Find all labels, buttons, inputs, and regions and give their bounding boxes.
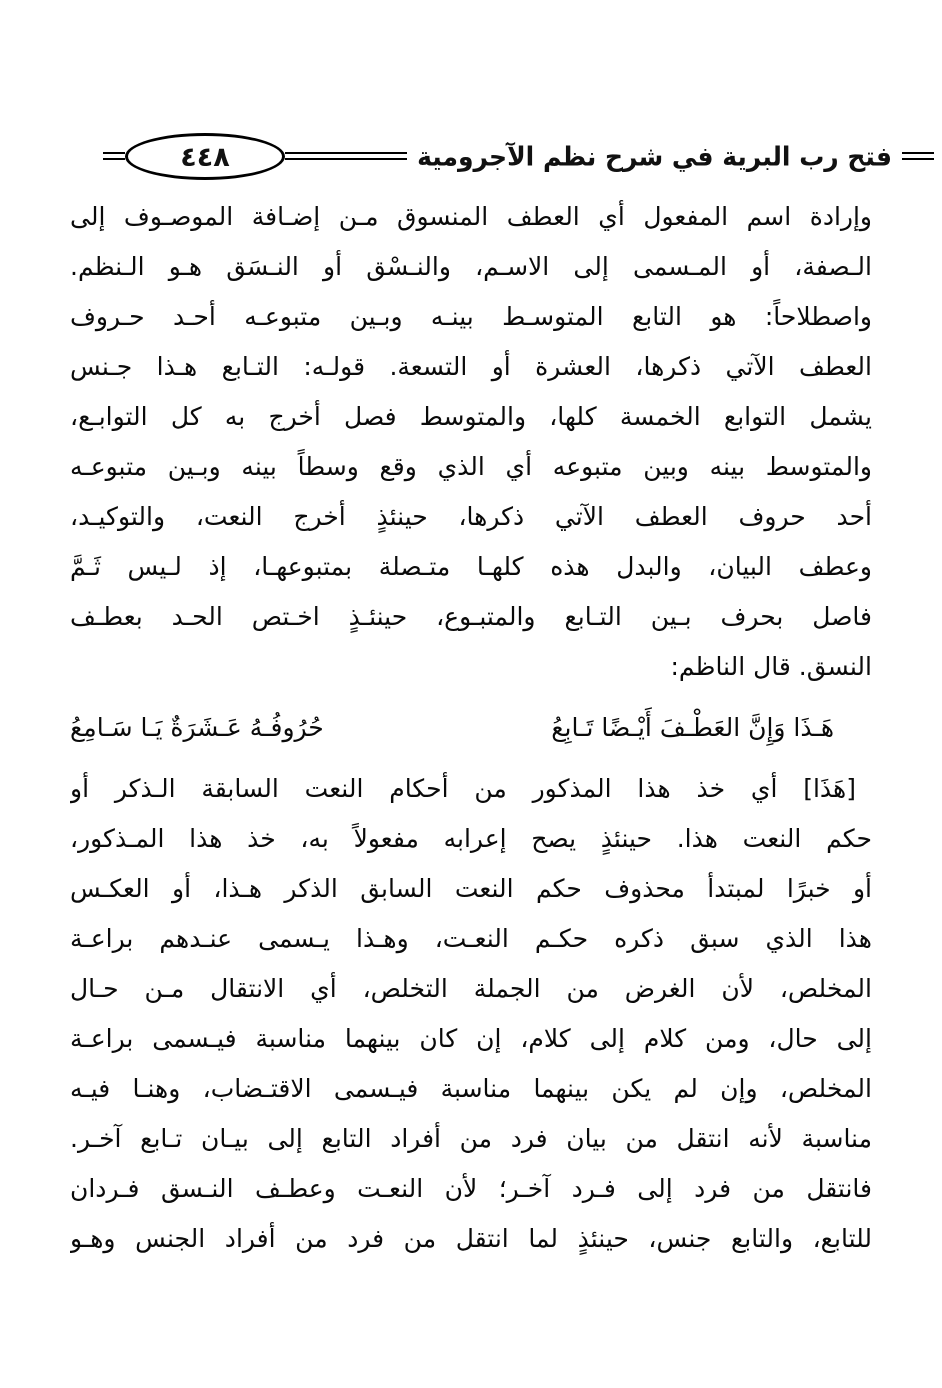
body-text-line: الـصفة، أو المـسمى إلى الاسـم، والنـسْق أو النـسَق هـو الـنظم.	[70, 252, 872, 281]
body-text-line: والمتوسط بينه وبين متبوعه أي الذي وقع وسطاً بينه وبـين متبوعـه	[70, 452, 872, 481]
body-text-line: وعطف البيان، والبدل هذه كلهـا متـصلة بمتبوعهـا، إذ لـيس ثَـمَّ	[70, 552, 872, 581]
body-text-line: فانتقل من فرد إلى فـرد آخـر؛ لأن النعـت وعطـف النـسق فـردان	[70, 1174, 872, 1203]
body-text-line: إلى حال، ومن كلام إلى كلام، إن كان بينهما مناسبة فيـسمى براعـة	[70, 1024, 872, 1053]
body-text-line: يشمل التوابع الخمسة كلها، والمتوسط فصل أخرج به كل التوابـع،	[70, 402, 872, 431]
body-text-line: مناسبة لأنه انتقل من بيان فرد من أفراد التابع إلى بيـان تـابع آخـر.	[70, 1124, 872, 1153]
body-text-line: فاصل بحرف بـين التـابع والمتبـوع، حينئـذٍ اخـتص الحـد بعطـف	[70, 602, 872, 631]
page-header	[0, 130, 942, 182]
header-rule-right-edge	[902, 152, 934, 160]
body-text-line: للتابع، والتابع جنس، حينئذٍ لما انتقل من فرد من أفراد الجنس وهـو	[70, 1224, 872, 1253]
body-text-line: واصطلاحاً: هو التابع المتوسـط بينـه وبـين متبوعـه أحـد حـروف	[70, 302, 872, 331]
verse-line	[70, 696, 872, 758]
body-text-line: [هَذَا] أي خذ هذا المذكور من أحكام النعت السابقة الـذكر أو	[70, 774, 856, 803]
body-text-line: المخلص، وإن لم يكن بينهما مناسبة فيـسمى الاقتـضاب، وهنـا فيـه	[70, 1074, 872, 1103]
verse-left-hemistich: حُرُوفُـهُ عَـشَرَةٌ يَـا سَـامِعُ	[70, 712, 324, 742]
body-text-line: أحد حروف العطف الآتي ذكرها، حينئذٍ أخرج النعت، والتوكيـد،	[70, 502, 872, 531]
body-text-line: وإرادة اسم المفعول أي العطف المنسوق مـن إضـافة الموصـوف إلى	[70, 202, 872, 231]
header-rule-middle	[285, 152, 407, 160]
body-text-line: النسق. قال الناظم:	[670, 652, 872, 681]
page-body	[70, 192, 872, 1264]
body-text-line: حكم النعت هذا. حينئذٍ يصح إعرابه مفعولاً به، خذ هذا المـذكور،	[70, 824, 872, 853]
book-title: فتح رب البرية في شرح نظم الآجرومية	[417, 140, 892, 172]
body-text-line: العطف الآتي ذكرها، العشرة أو التسعة. قولـه: التـابع هـذا جـنس	[70, 352, 872, 381]
verse-right-hemistich: هَـذَا وَإِنَّ العَطْـفَ أَيْـضًا تَـابِعُ	[551, 712, 834, 742]
body-text-line: هذا الذي سبق ذكره حكـم النعـت، وهـذا يـسمى عنـدهم براعـة	[70, 924, 872, 953]
body-text-line: أو خبرًا لمبتدأ محذوف حكم النعت السابق الذكر هـذا، أو العكـس	[70, 874, 872, 903]
header-rule-left-edge	[103, 152, 125, 160]
page-number-badge	[125, 133, 285, 180]
page-number: ٤٤٨	[180, 141, 230, 173]
body-text-line: المخلص، لأن الغرض من الجملة التخلص، أي الانتقال مـن حـال	[70, 974, 872, 1003]
